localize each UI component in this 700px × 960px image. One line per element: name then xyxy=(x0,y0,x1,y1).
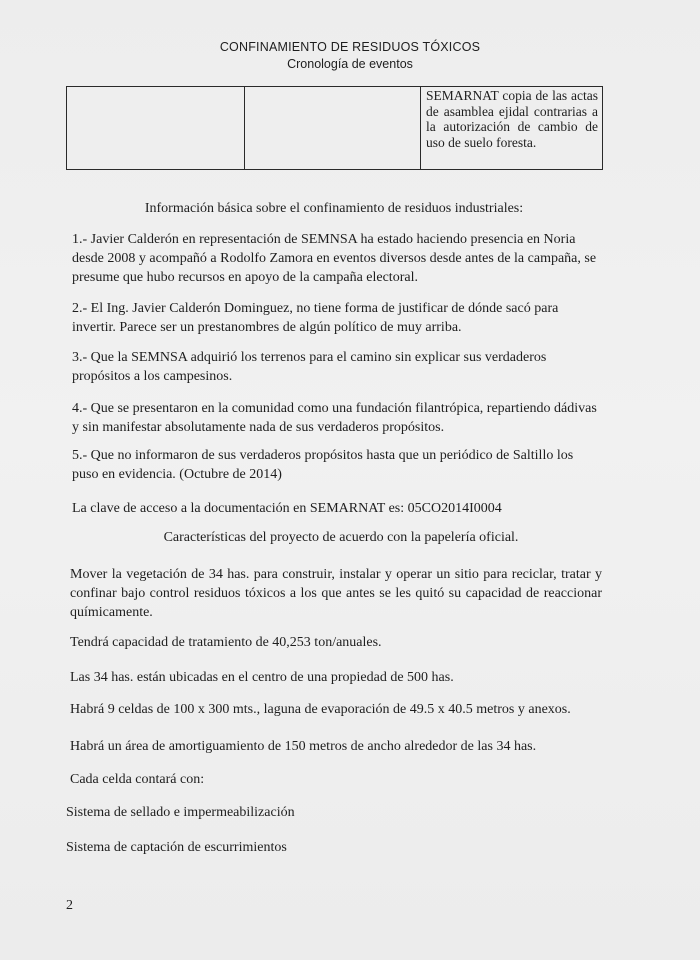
features-heading: Características del proyecto de acuerdo con la papelería oficial. xyxy=(163,530,519,545)
feature-item-4: Habrá 9 celdas de 100 x 300 mts., laguna de evaporación de 49.5 x 40.5 metros y anexos. xyxy=(70,702,571,717)
page-number: 2 xyxy=(66,898,73,913)
feature-item-7: Sistema de sellado e impermeabilización xyxy=(66,805,295,820)
document-subtitle: Cronología de eventos xyxy=(287,57,413,71)
table-cell xyxy=(245,87,421,170)
info-item-4: 4.- Que se presentaron en la comunidad como una fundación filantrópica, repartiendo dádivas y sin manifestar absolutamente nada de sus verdaderos propósitos. xyxy=(72,401,597,435)
info-item-3: 3.- Que la SEMNSA adquirió los terrenos para el camino sin explicar sus verdaderos propósitos a los campesinos. xyxy=(72,350,547,384)
feature-item-5: Habrá un área de amortiguamiento de 150 metros de ancho alrededor de las 34 has. xyxy=(70,739,537,754)
table-row xyxy=(67,87,603,170)
feature-item-8: Sistema de captación de escurrimientos xyxy=(66,840,287,855)
document-title: CONFINAMIENTO DE RESIDUOS TÓXICOS xyxy=(219,40,481,54)
feature-item-2: Tendrá capacidad de tratamiento de 40,253 ton/anuales. xyxy=(70,635,382,650)
feature-item-3: Las 34 has. están ubicadas en el centro de una propiedad de 500 has. xyxy=(70,670,454,685)
info-heading: Información básica sobre el confinamiento de residuos industriales: xyxy=(144,201,524,216)
access-key: La clave de acceso a la documentación en SEMARNAT es: 05CO2014I0004 xyxy=(72,501,502,516)
feature-item-1: Mover la vegetación de 34 has. para construir, instalar y operar un sitio para reciclar, tratar y confinar bajo control residuos tóxicos a los que antes se les quitó su capacidad de reaccionar químicamente. xyxy=(70,567,602,620)
table-cell-text: SEMARNAT copia de las actas de asamblea ejidal contrarias a la autorización de cambio de uso de suelo foresta. xyxy=(426,88,598,150)
info-item-5: 5.- Que no informaron de sus verdaderos propósitos hasta que un periódico de Saltillo los puso en evidencia. (Octubre de 2014) xyxy=(72,448,574,482)
info-item-1: 1.- Javier Calderón en representación de SEMNSA ha estado haciendo presencia en Noria desde 2008 y acompañó a Rodolfo Zamora en eventos diversos desde antes de la campaña, se presume que hubo recursos en apoyo de la campaña electoral. xyxy=(72,232,597,285)
events-table-fragment xyxy=(66,86,603,170)
table-cell xyxy=(67,87,245,170)
table-cell xyxy=(421,87,603,170)
info-item-2: 2.- El Ing. Javier Calderón Dominguez, no tiene forma de justificar de dónde sacó para invertir. Parece ser un prestanombres de algún político de muy arriba. xyxy=(72,301,559,335)
feature-item-6: Cada celda contará con: xyxy=(70,772,205,787)
